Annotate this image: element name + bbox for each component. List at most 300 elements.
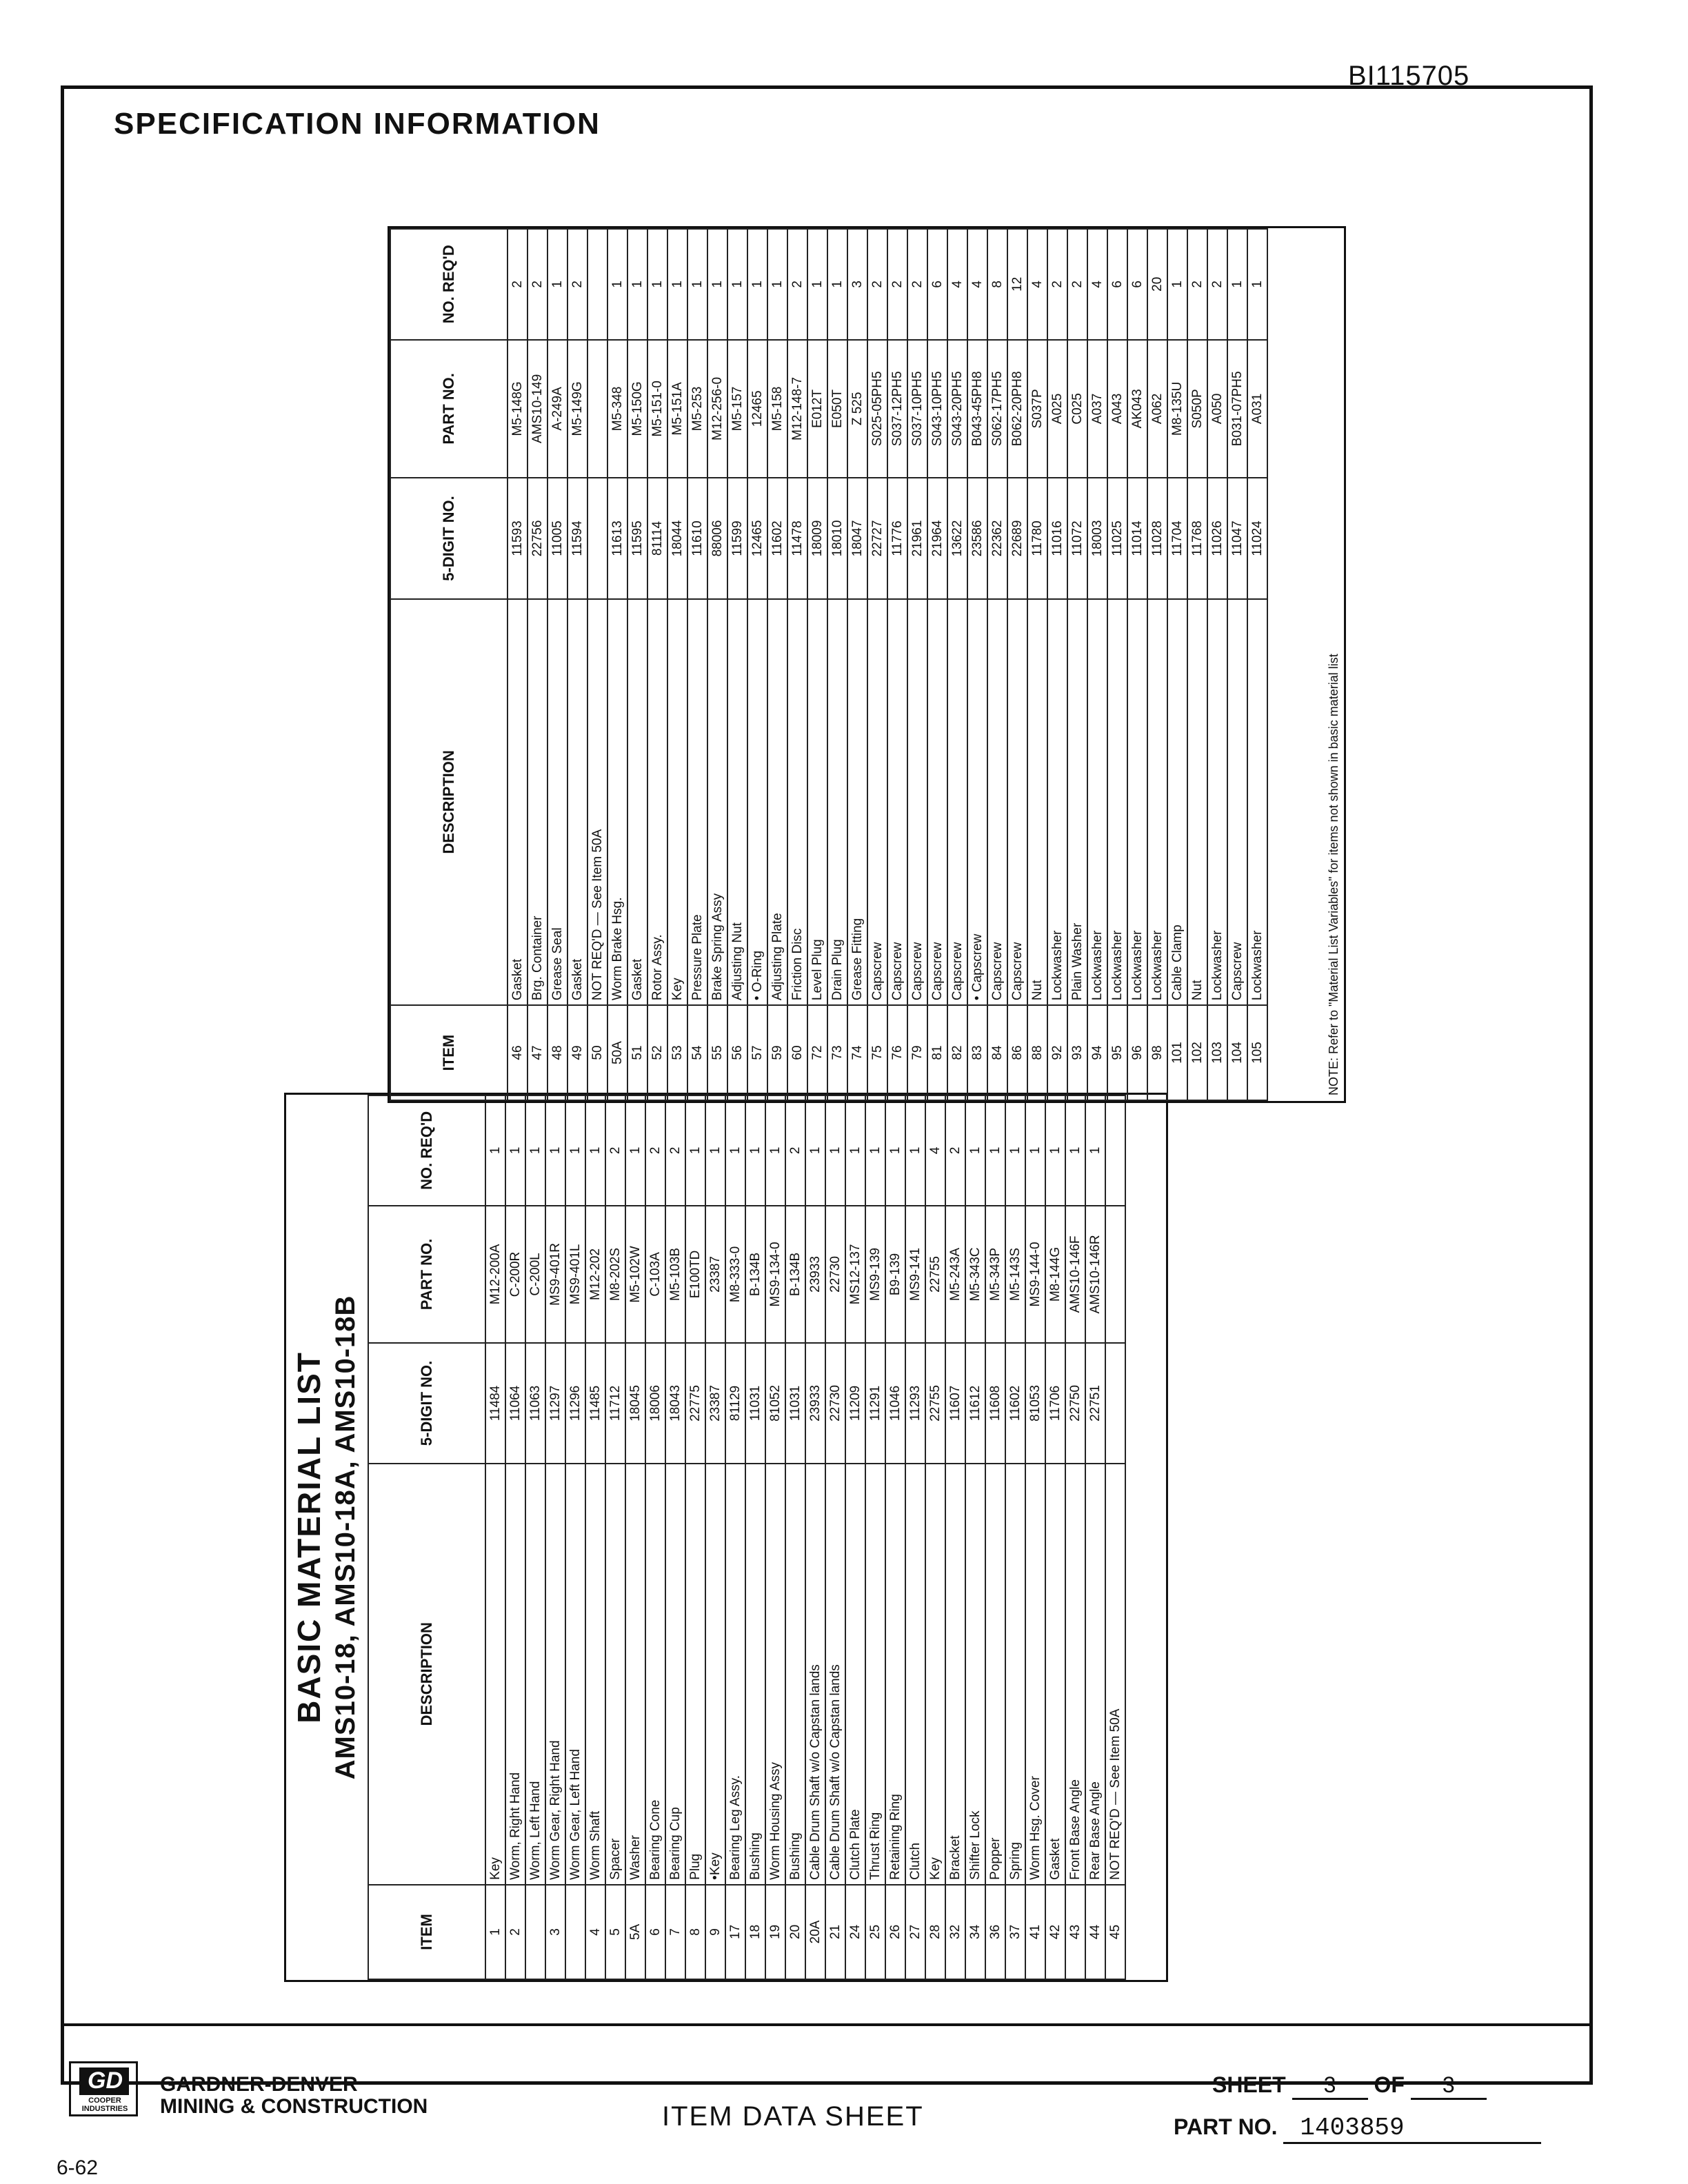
table-row — [807, 229, 827, 1100]
five-digit-cell: 22689 — [1007, 478, 1027, 599]
part-no-cell: B-134B — [745, 1206, 765, 1344]
description-cell: Spacer — [605, 1464, 625, 1885]
description-cell: Worm Gear, Left Hand — [565, 1464, 585, 1885]
qty-cell: 2 — [665, 1095, 685, 1206]
part-no-cell: M8-333-0 — [725, 1206, 745, 1344]
qty-cell: 1 — [807, 229, 827, 340]
table-row — [885, 1095, 905, 1979]
five-digit-cell: 18003 — [1087, 478, 1107, 599]
description-cell: Gasket — [1045, 1464, 1065, 1885]
five-digit-cell: 81129 — [725, 1343, 745, 1464]
item-cell — [565, 1885, 585, 1979]
qty-cell: 2 — [887, 229, 907, 340]
five-digit-cell: 11025 — [1107, 478, 1127, 599]
description-cell: Clutch Plate — [845, 1464, 865, 1885]
part-no-cell: 22730 — [825, 1206, 845, 1344]
description-cell: Lockwasher — [1127, 599, 1147, 1005]
part-no-cell: C-200R — [505, 1206, 525, 1344]
description-cell: Drain Plug — [827, 599, 847, 1005]
description-cell: Cable Clamp — [1167, 599, 1187, 1005]
description-cell: Thrust Ring — [865, 1464, 885, 1885]
table-row — [707, 229, 727, 1100]
item-cell: 59 — [767, 1005, 787, 1100]
five-digit-cell: 11595 — [627, 478, 647, 599]
page-number: 6-62 — [57, 2156, 99, 2179]
part-no-cell: M5-151A — [667, 340, 687, 478]
five-digit-cell: 11072 — [1067, 478, 1087, 599]
part-no-cell: 23933 — [805, 1206, 825, 1344]
table-row — [1007, 229, 1027, 1100]
item-cell: 26 — [885, 1885, 905, 1979]
description-cell: Capscrew — [867, 599, 887, 1005]
part-no-cell: M12-148-7 — [787, 340, 807, 478]
part-no-cell: M5-143S — [1005, 1206, 1025, 1344]
part-no-cell: A050 — [1207, 340, 1227, 478]
table-row — [525, 1095, 545, 1979]
part-no-value: 1403859 — [1283, 2114, 1541, 2144]
description-cell: Nut — [1027, 599, 1047, 1005]
table-row — [745, 1095, 765, 1979]
header-5-digit: 5-DIGIT NO. — [390, 478, 508, 599]
qty-cell: 1 — [585, 1095, 605, 1206]
table-row — [845, 1095, 865, 1979]
item-cell: 9 — [705, 1885, 725, 1979]
five-digit-cell: 11291 — [865, 1343, 885, 1464]
sheet-title: ITEM DATA SHEET — [662, 2101, 924, 2132]
part-no-cell: M12-202 — [585, 1206, 605, 1344]
five-digit-cell: 11031 — [745, 1343, 765, 1464]
part-no-cell: MS12-137 — [845, 1206, 865, 1344]
description-cell: Brake Spring Assy — [707, 599, 727, 1005]
table-row — [625, 1095, 645, 1979]
part-no-cell: M5-343P — [985, 1206, 1005, 1344]
five-digit-cell: 22756 — [528, 478, 547, 599]
description-cell: Plug — [685, 1464, 705, 1885]
table-row — [825, 1095, 845, 1979]
table-row — [1005, 1095, 1025, 1979]
table-row — [687, 229, 707, 1100]
qty-cell: 1 — [1065, 1095, 1085, 1206]
part-no-cell: M12-256-0 — [707, 340, 727, 478]
part-no-cell: C-103A — [645, 1206, 665, 1344]
qty-cell: 4 — [1027, 229, 1047, 340]
part-no-cell: E050T — [827, 340, 847, 478]
header-part-no: PART NO. — [368, 1206, 485, 1344]
item-cell: 3 — [545, 1885, 565, 1979]
qty-cell: 1 — [765, 1095, 785, 1206]
table-row — [767, 229, 787, 1100]
item-cell: 54 — [687, 1005, 707, 1100]
table-row — [1105, 1095, 1125, 1979]
description-cell: Gasket — [508, 599, 528, 1005]
qty-cell: 1 — [705, 1095, 725, 1206]
qty-cell: 1 — [547, 229, 567, 340]
description-cell: Cable Drum Shaft w/o Capstan lands — [805, 1464, 825, 1885]
qty-cell: 1 — [625, 1095, 645, 1206]
five-digit-cell — [1105, 1343, 1125, 1464]
table-row — [1025, 1095, 1045, 1979]
item-cell: 102 — [1187, 1005, 1207, 1100]
five-digit-cell: 22362 — [987, 478, 1007, 599]
description-cell: Gasket — [627, 599, 647, 1005]
description-cell: Bushing — [785, 1464, 805, 1885]
qty-cell: 1 — [667, 229, 687, 340]
part-no-cell: 22755 — [925, 1206, 945, 1344]
item-cell: 51 — [627, 1005, 647, 1100]
description-cell: Bushing — [745, 1464, 765, 1885]
table-row — [787, 229, 807, 1100]
qty-cell: 12 — [1007, 229, 1027, 340]
five-digit-cell: 18045 — [625, 1343, 645, 1464]
five-digit-cell: 22755 — [925, 1343, 945, 1464]
five-digit-cell: 11046 — [885, 1343, 905, 1464]
description-cell: Worm Brake Hsg. — [607, 599, 627, 1005]
item-cell: 41 — [1025, 1885, 1045, 1979]
description-cell: Capscrew — [907, 599, 927, 1005]
table-row — [1067, 229, 1087, 1100]
part-no-cell: A062 — [1147, 340, 1167, 478]
sheet-number-line — [1212, 2072, 1487, 2100]
logo-initials: GD — [88, 2067, 123, 2094]
part-no-cell: A043 — [1107, 340, 1127, 478]
description-cell: Key — [925, 1464, 945, 1885]
table-row — [585, 1095, 605, 1979]
part-no-cell: S050P — [1187, 340, 1207, 478]
item-cell: 98 — [1147, 1005, 1167, 1100]
table-row — [1247, 229, 1267, 1100]
description-cell: NOT REQ'D — See Item 50A — [587, 599, 607, 1005]
table-row — [985, 1095, 1005, 1979]
item-cell: 36 — [985, 1885, 1005, 1979]
description-cell: Lockwasher — [1247, 599, 1267, 1005]
table-row — [785, 1095, 805, 1979]
qty-cell: 2 — [1187, 229, 1207, 340]
description-cell: Pressure Plate — [687, 599, 707, 1005]
table-row — [887, 229, 907, 1100]
table-row — [567, 229, 587, 1100]
table-row — [847, 229, 867, 1100]
part-no-cell: MS9-401L — [565, 1206, 585, 1344]
five-digit-cell: 11599 — [727, 478, 747, 599]
part-no-cell: AK043 — [1127, 340, 1147, 478]
item-cell: 60 — [787, 1005, 807, 1100]
description-cell: Capscrew — [887, 599, 907, 1005]
table-row — [605, 1095, 625, 1979]
company-logo — [69, 2061, 138, 2116]
qty-cell: 1 — [845, 1095, 865, 1206]
sheet-total: 3 — [1411, 2072, 1487, 2100]
item-cell: 5A — [625, 1885, 645, 1979]
table-a-title-block — [286, 1095, 365, 1980]
description-cell: Bearing Leg Assy. — [725, 1464, 745, 1885]
item-cell: 79 — [907, 1005, 927, 1100]
table-row — [865, 1095, 885, 1979]
item-cell: 17 — [725, 1885, 745, 1979]
table-b-note: NOTE: Refer to "Material List Variables" for items not shown in basic material list — [1327, 654, 1340, 1095]
description-cell: Capscrew — [1227, 599, 1247, 1005]
item-cell: 34 — [965, 1885, 985, 1979]
five-digit-cell: 23586 — [967, 478, 987, 599]
five-digit-cell: 11024 — [1247, 478, 1267, 599]
item-cell: 25 — [865, 1885, 885, 1979]
qty-cell: 1 — [725, 1095, 745, 1206]
qty-cell: 4 — [947, 229, 967, 340]
part-no-cell: M8-202S — [605, 1206, 625, 1344]
item-cell: 1 — [485, 1885, 505, 1979]
qty-cell: 2 — [907, 229, 927, 340]
part-number-line — [1174, 2114, 1541, 2144]
qty-cell: 1 — [627, 229, 647, 340]
part-no-cell: M5-103B — [665, 1206, 685, 1344]
item-cell: 94 — [1087, 1005, 1107, 1100]
part-no-cell: A031 — [1247, 340, 1267, 478]
qty-cell: 1 — [885, 1095, 905, 1206]
qty-cell: 2 — [605, 1095, 625, 1206]
qty-cell: 1 — [485, 1095, 505, 1206]
qty-cell: 4 — [967, 229, 987, 340]
five-digit-cell: 11612 — [965, 1343, 985, 1464]
item-cell: 19 — [765, 1885, 785, 1979]
table-row — [1127, 229, 1147, 1100]
description-cell: Gasket — [567, 599, 587, 1005]
item-cell: 76 — [887, 1005, 907, 1100]
header-item: ITEM — [390, 1005, 508, 1100]
header-description: DESCRIPTION — [368, 1464, 485, 1885]
qty-cell: 1 — [767, 229, 787, 340]
description-cell: Lockwasher — [1207, 599, 1227, 1005]
five-digit-cell: 11594 — [567, 478, 587, 599]
description-cell: Brg. Container — [528, 599, 547, 1005]
item-cell: 46 — [508, 1005, 528, 1100]
qty-cell: 2 — [528, 229, 547, 340]
five-digit-cell: 11485 — [585, 1343, 605, 1464]
five-digit-cell: 23933 — [805, 1343, 825, 1464]
qty-cell: 1 — [687, 229, 707, 340]
description-cell: Retaining Ring — [885, 1464, 905, 1885]
table-a-subtitle: AMS10-18, AMS10-18A, AMS10-18B — [330, 1295, 361, 1780]
table-row — [765, 1095, 785, 1979]
table-b-header-row — [390, 229, 508, 1100]
qty-cell: 1 — [985, 1095, 1005, 1206]
five-digit-cell: 18044 — [667, 478, 687, 599]
part-no-cell: A037 — [1087, 340, 1107, 478]
part-no-cell: MS9-139 — [865, 1206, 885, 1344]
part-no-cell: MS9-134-0 — [765, 1206, 785, 1344]
qty-cell — [1105, 1095, 1125, 1206]
qty-cell: 3 — [847, 229, 867, 340]
table-row — [508, 229, 528, 1100]
five-digit-cell — [587, 478, 607, 599]
description-cell: Spring — [1005, 1464, 1025, 1885]
qty-cell: 4 — [925, 1095, 945, 1206]
part-no-cell: M5-157 — [727, 340, 747, 478]
qty-cell: 1 — [685, 1095, 705, 1206]
table-row — [587, 229, 607, 1100]
item-cell: 86 — [1007, 1005, 1027, 1100]
table-row — [607, 229, 627, 1100]
part-no-cell: S025-05PH5 — [867, 340, 887, 478]
qty-cell: 1 — [1227, 229, 1247, 340]
description-cell: Plain Washer — [1067, 599, 1087, 1005]
footer-rule — [61, 2023, 1593, 2026]
table-row — [827, 229, 847, 1100]
table-row — [667, 229, 687, 1100]
item-cell: 50 — [587, 1005, 607, 1100]
part-no-cell: E012T — [807, 340, 827, 478]
description-cell: Bearing Cup — [665, 1464, 685, 1885]
item-cell: 81 — [927, 1005, 947, 1100]
description-cell: Worm Gear, Right Hand — [545, 1464, 565, 1885]
qty-cell: 1 — [545, 1095, 565, 1206]
part-no-cell: A025 — [1047, 340, 1067, 478]
description-cell: Worm, Right Hand — [505, 1464, 525, 1885]
description-cell: Worm Housing Assy — [765, 1464, 785, 1885]
item-cell — [525, 1885, 545, 1979]
table-row — [1207, 229, 1227, 1100]
qty-cell: 4 — [1087, 229, 1107, 340]
item-cell: 8 — [685, 1885, 705, 1979]
description-cell: Worm, Left Hand — [525, 1464, 545, 1885]
table-row — [647, 229, 667, 1100]
description-cell: Front Base Angle — [1065, 1464, 1085, 1885]
description-cell: Lockwasher — [1087, 599, 1107, 1005]
five-digit-cell: 11706 — [1045, 1343, 1065, 1464]
table-row — [1027, 229, 1047, 1100]
table-b-body — [508, 229, 1267, 1100]
part-no-cell: C-200L — [525, 1206, 545, 1344]
table-a — [368, 1095, 1126, 1980]
part-no-cell: M5-151-0 — [647, 340, 667, 478]
item-cell: 92 — [1047, 1005, 1067, 1100]
qty-cell: 1 — [1025, 1095, 1045, 1206]
description-cell: Lockwasher — [1047, 599, 1067, 1005]
part-no-cell: 23387 — [705, 1206, 725, 1344]
item-cell: 32 — [945, 1885, 965, 1979]
qty-cell: 2 — [945, 1095, 965, 1206]
description-cell: Clutch — [905, 1464, 925, 1885]
table-row — [485, 1095, 505, 1979]
qty-cell: 6 — [1107, 229, 1127, 340]
table-row — [705, 1095, 725, 1979]
table-row — [867, 229, 887, 1100]
item-cell: 53 — [667, 1005, 687, 1100]
five-digit-cell: 23387 — [705, 1343, 725, 1464]
five-digit-cell: 11607 — [945, 1343, 965, 1464]
part-no-cell: M5-150G — [627, 340, 647, 478]
logo-mark — [79, 2067, 129, 2095]
table-row — [547, 229, 567, 1100]
qty-cell: 1 — [1167, 229, 1187, 340]
five-digit-cell: 11005 — [547, 478, 567, 599]
table-row — [1147, 229, 1167, 1100]
part-no-cell: 12465 — [747, 340, 767, 478]
part-no-cell: M5-148G — [508, 340, 528, 478]
description-cell: Worm Shaft — [585, 1464, 605, 1885]
table-row — [1047, 229, 1067, 1100]
item-cell: 57 — [747, 1005, 767, 1100]
table-a-title: BASIC MATERIAL LIST — [291, 1351, 327, 1723]
qty-cell: 2 — [785, 1095, 805, 1206]
table-b — [390, 228, 1268, 1101]
description-cell: Friction Disc — [787, 599, 807, 1005]
part-no-cell: AMS10-146R — [1085, 1206, 1105, 1344]
item-cell: 52 — [647, 1005, 667, 1100]
item-cell: 28 — [925, 1885, 945, 1979]
table-row — [927, 229, 947, 1100]
part-no-cell: M8-144G — [1045, 1206, 1065, 1344]
item-cell: 82 — [947, 1005, 967, 1100]
table-a-header-row — [368, 1095, 485, 1979]
five-digit-cell: 11063 — [525, 1343, 545, 1464]
item-cell: 49 — [567, 1005, 587, 1100]
five-digit-cell: 11293 — [905, 1343, 925, 1464]
item-cell: 45 — [1105, 1885, 1125, 1979]
table-row — [1045, 1095, 1065, 1979]
qty-cell: 2 — [867, 229, 887, 340]
part-no-cell: M5-158 — [767, 340, 787, 478]
description-cell: • Capscrew — [967, 599, 987, 1005]
item-cell: 24 — [845, 1885, 865, 1979]
five-digit-cell: 11014 — [1127, 478, 1147, 599]
part-no-cell: A-249A — [547, 340, 567, 478]
five-digit-cell: 11047 — [1227, 478, 1247, 599]
five-digit-cell: 11602 — [767, 478, 787, 599]
part-no-cell: Z 525 — [847, 340, 867, 478]
table-row — [947, 229, 967, 1100]
description-cell: Capscrew — [1007, 599, 1027, 1005]
five-digit-cell: 22750 — [1065, 1343, 1085, 1464]
company-line-2: MINING & CONSTRUCTION — [160, 2095, 428, 2118]
sheet-label: SHEET — [1212, 2072, 1286, 2097]
description-cell: Popper — [985, 1464, 1005, 1885]
item-cell: 84 — [987, 1005, 1007, 1100]
item-cell: 56 — [727, 1005, 747, 1100]
five-digit-cell: 18047 — [847, 478, 867, 599]
five-digit-cell: 11593 — [508, 478, 528, 599]
five-digit-cell: 11209 — [845, 1343, 865, 1464]
qty-cell: 2 — [1047, 229, 1067, 340]
qty-cell: 1 — [607, 229, 627, 340]
part-no-cell: M5-253 — [687, 340, 707, 478]
description-cell: Rotor Assy. — [647, 599, 667, 1005]
item-cell: 75 — [867, 1005, 887, 1100]
table-row — [747, 229, 767, 1100]
table-row — [1107, 229, 1127, 1100]
item-cell: 18 — [745, 1885, 765, 1979]
five-digit-cell: 18006 — [645, 1343, 665, 1464]
five-digit-cell: 11026 — [1207, 478, 1227, 599]
five-digit-cell: 22751 — [1085, 1343, 1105, 1464]
of-label: OF — [1374, 2072, 1405, 2097]
header-description: DESCRIPTION — [390, 599, 508, 1005]
part-no-cell: S062-17PH5 — [987, 340, 1007, 478]
item-cell: 93 — [1067, 1005, 1087, 1100]
part-no-cell: B062-20PH8 — [1007, 340, 1027, 478]
qty-cell: 2 — [787, 229, 807, 340]
five-digit-cell: 21961 — [907, 478, 927, 599]
part-no-cell: M5-243A — [945, 1206, 965, 1344]
item-cell: 6 — [645, 1885, 665, 1979]
table-row — [1085, 1095, 1105, 1979]
five-digit-cell: 81052 — [765, 1343, 785, 1464]
item-cell: 83 — [967, 1005, 987, 1100]
table-row — [805, 1095, 825, 1979]
item-cell: 104 — [1227, 1005, 1247, 1100]
part-no-cell: B043-45PH8 — [967, 340, 987, 478]
five-digit-cell: 11613 — [607, 478, 627, 599]
part-no-cell: E100TD — [685, 1206, 705, 1344]
five-digit-cell: 88006 — [707, 478, 727, 599]
